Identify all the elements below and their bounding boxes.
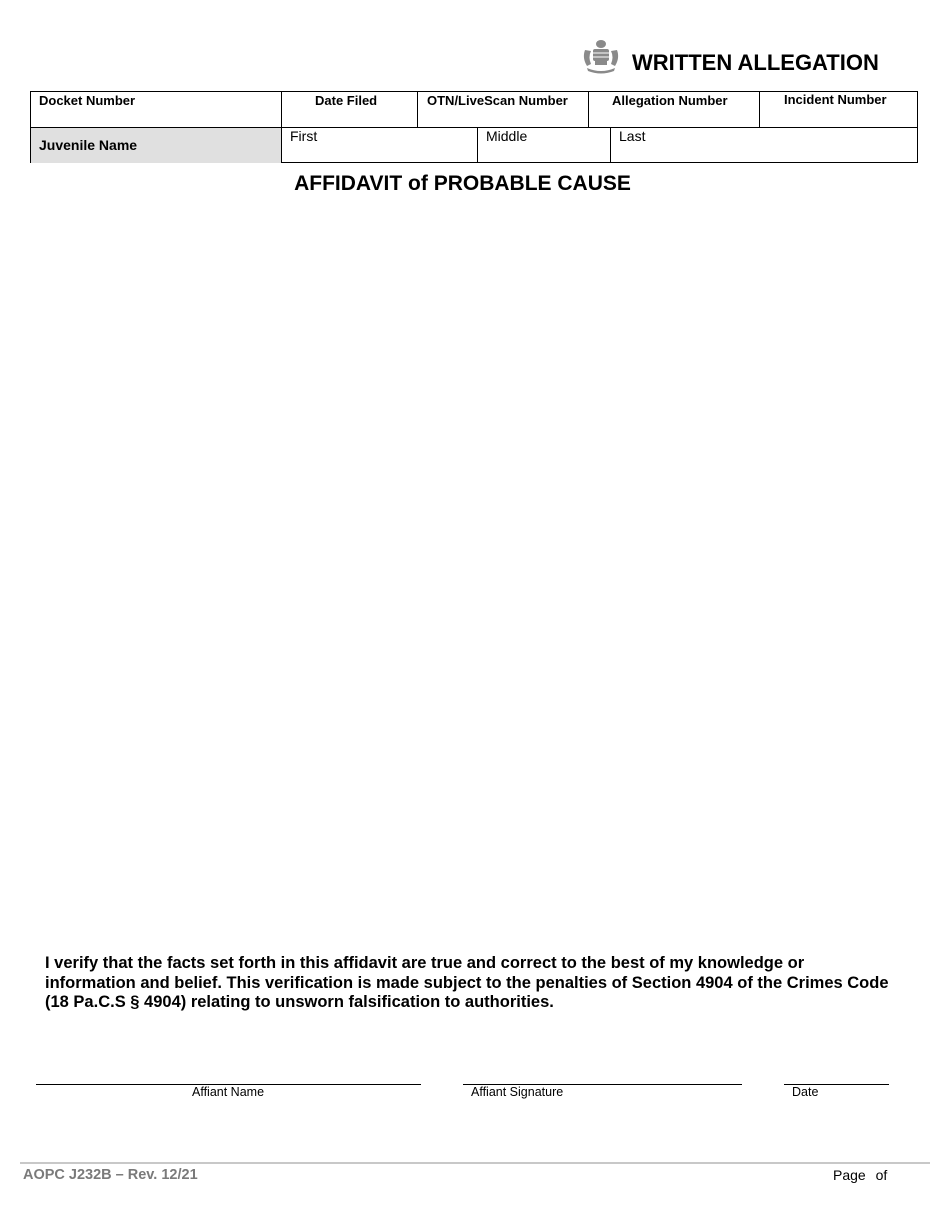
juvenile-name-row <box>31 128 917 163</box>
middle-name-field[interactable] <box>478 128 611 163</box>
verification-statement: I verify that the facts set forth in this affidavit are true and correct to the best of my knowledge or information and belief. This verification is made subject to the penalties of Section 4904 of the Crimes Code (18 Pa.C.S § 4904) relating to unsworn falsification to authorities. <box>45 954 889 1011</box>
docket-number-label: Docket Number <box>39 93 136 108</box>
allegation-number-cell[interactable] <box>589 92 760 127</box>
incident-number-label: Incident Number <box>784 92 887 107</box>
footer-divider <box>20 1162 930 1164</box>
form-id: AOPC J232B – Rev. 12/21 <box>23 1167 198 1183</box>
last-name-field[interactable] <box>611 128 919 163</box>
state-seal-icon <box>581 38 621 74</box>
otn-livescan-label: OTN/LiveScan Number <box>427 93 568 108</box>
section-title: AFFIDAVIT of PROBABLE CAUSE <box>294 172 631 195</box>
otn-livescan-cell[interactable] <box>418 92 589 127</box>
first-name-field[interactable] <box>282 128 478 163</box>
date-label: Date <box>792 1085 819 1099</box>
case-header-row <box>31 92 917 128</box>
docket-number-cell[interactable] <box>31 92 282 127</box>
date-filed-label: Date Filed <box>315 93 378 108</box>
juvenile-name-label: Juvenile Name <box>39 137 138 153</box>
last-name-label: Last <box>619 128 646 144</box>
middle-name-label: Middle <box>486 128 528 144</box>
affiant-signature-label: Affiant Signature <box>471 1085 564 1099</box>
page-number: Page of <box>833 1167 888 1183</box>
form-title: WRITTEN ALLEGATION <box>632 50 879 75</box>
case-info-table <box>30 91 918 163</box>
first-name-label: First <box>290 128 318 144</box>
affiant-name-label: Affiant Name <box>192 1085 265 1099</box>
juvenile-name-label-cell <box>31 128 282 163</box>
affidavit-body-area[interactable] <box>30 205 918 940</box>
date-filed-cell[interactable] <box>282 92 418 127</box>
incident-number-cell[interactable] <box>760 92 919 127</box>
allegation-number-label: Allegation Number <box>612 93 728 108</box>
